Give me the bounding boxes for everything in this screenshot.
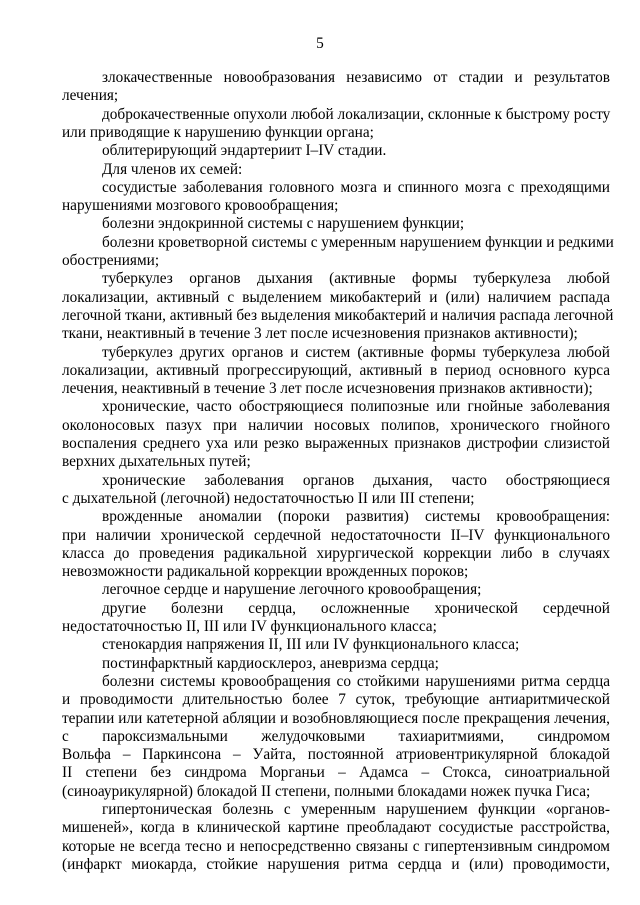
text-line: облитерирующий эндартериит I–IV стадии. [102,142,387,160]
text-line: злокачественные новообразования независимо от стадии и результатов [102,69,610,86]
text-line: с дыхательной (легочной) недостаточностью II или III степени; [62,489,475,507]
text-line: (синоаурикулярной) блокадой II степени, полными блокадами ножек пучка Гиса; [62,782,591,800]
text-line: болезни эндокринной системы с нарушением функции; [102,215,465,233]
text-line: и проводимости длительностью более 7 суток, требующие антиаритмической [62,691,610,709]
text-line: локализации, активный с выделением микобактерий и (или) наличием распада [62,288,610,306]
text-line: (инфаркт миокарда, стойкие нарушения ритма сердца и (или) проводимости, [62,855,610,873]
text-line: при наличии хронической сердечной недостаточности II–IV функционального [62,526,610,544]
text-line: II степени без синдрома Морганьи – Адамса – Стокса, синоатриальной [62,764,610,782]
text-line: хронические заболевания органов дыхания, часто обостряющиеся [102,471,610,489]
text-line: с пароксизмальными желудочковыми тахиаритмиями, синдромом [62,727,610,745]
text-line: постинфарктный кардиосклероз, аневризма сердца; [102,654,439,672]
text-line: стенокардия напряжения II, III или IV функционального класса; [102,636,520,654]
text-line: Для членов их семей: [102,160,243,178]
text-line: лечения; [62,87,119,105]
text-line: воспаления среднего уха или резко выраженных признаков дистрофии слизистой [62,435,610,452]
text-line: околоносовых пазух при наличии носовых полипов, хронического гнойного [62,416,610,434]
text-line: локализации, активный прогрессирующий, активный в период основного курса [62,361,610,379]
text-line: болезни системы кровообращения со стойкими нарушениями ритма сердца [102,672,610,690]
text-line: легочное сердце и нарушение легочного кровообращения; [102,581,482,599]
text-line: нарушениями мозгового кровообращения; [62,197,339,215]
text-line: верхних дыхательных путей; [62,453,251,471]
text-line: или приводящие к нарушению функции органа; [62,123,374,141]
text-line: болезни кроветворной системы с умеренным нарушением функции и редкими [102,233,614,251]
text-line: Вольфа – Паркинсона – Уайта, постоянной атриовентрикулярной блокадой [62,746,610,764]
page-number: 5 [316,35,324,52]
text-line: обострениями; [62,252,160,269]
text-line: другие болезни сердца, осложненные хронической сердечной [102,599,610,617]
text-line: ткани, неактивный в течение 3 лет после исчезновения признаков активности); [62,325,578,343]
text-line: легочной ткани, активный без выделения микобактерий и наличия распада легочной [62,306,614,324]
text-line: недостаточностью II, III или IV функционального класса; [62,618,437,635]
text-line: туберкулез других органов и систем (активные формы туберкулеза любой [102,343,610,361]
text-line: которые не всегда тесно и непосредственно связаны с гипертензивным синдромом [62,837,610,855]
text-line: гипертоническая болезнь с умеренным нарушением функции «органов- [102,801,610,818]
text-line: мишеней», когда в клинической картине преобладают сосудистые расстройства, [62,819,610,837]
text-line: доброкачественные опухоли любой локализации, склонные к быстрому росту [102,105,611,123]
text-line: лечения, неактивный в течение 3 лет после исчезновения признаков активности); [62,380,593,398]
text-line: терапии или катетерной абляции и возобновляющиеся после прекращения лечения, [62,709,610,727]
text-line: невозможности радикальной коррекции врожденных пороков; [62,563,469,581]
text-line: хронические, часто обостряющиеся полипозные или гнойные заболевания [102,398,610,416]
text-line: сосудистые заболевания головного мозга и спинного мозга с преходящими [102,178,610,196]
text-line: врожденные аномалии (пороки развития) системы кровообращения: [102,508,610,526]
text-line: класса до проведения радикальной хирургической коррекции либо в случаях [62,544,610,562]
text-line: туберкулез органов дыхания (активные формы туберкулеза любой [102,270,610,288]
